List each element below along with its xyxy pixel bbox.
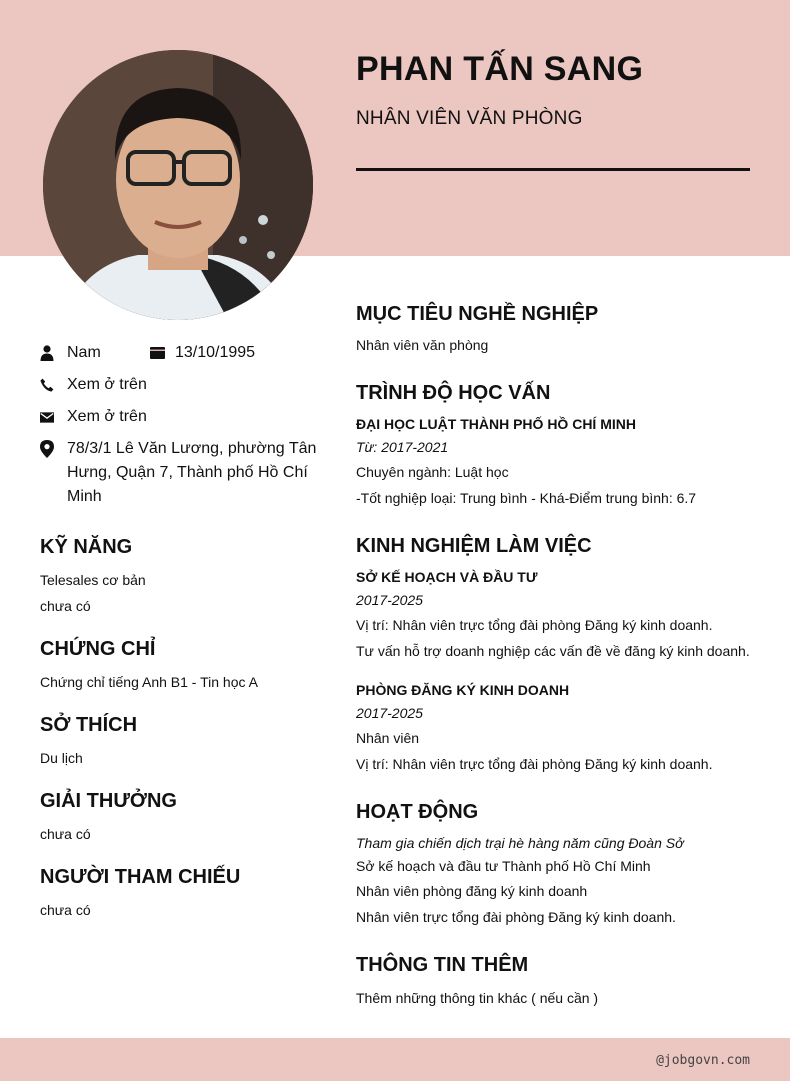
- objective-heading: MỤC TIÊU NGHỀ NGHIỆP: [356, 303, 599, 325]
- certificate-item: Chứng chỉ tiếng Anh B1 - Tin học A: [40, 674, 258, 690]
- education-school: ĐẠI HỌC LUẬT THÀNH PHỐ HỒ CHÍ MINH: [356, 416, 636, 432]
- education-grade: -Tốt nghiệp loại: Trung bình - Khá-Điểm trung bình: 6.7: [356, 490, 697, 506]
- email-value: Xem ở trên: [67, 408, 147, 425]
- reference-item: chưa có: [40, 902, 91, 918]
- hobbies-heading: SỞ THÍCH: [40, 714, 138, 736]
- email-row: [40, 405, 147, 429]
- calendar-icon: [150, 347, 165, 359]
- job-detail: Tư vấn hỗ trợ doanh nghiệp các vấn đề về đăng ký kinh doanh.: [356, 643, 750, 659]
- skill-item: chưa có: [40, 598, 91, 614]
- skills-heading: KỸ NĂNG: [40, 536, 133, 558]
- activity-title: Tham gia chiến dịch trại hè hàng năm cũng Đoàn Sở: [356, 835, 684, 851]
- hobby-item: Du lịch: [40, 750, 83, 766]
- certificates-heading: CHỨNG CHỈ: [40, 638, 156, 660]
- skill-item: Telesales cơ bản: [40, 572, 146, 588]
- job-detail: Vị trí: Nhân viên trực tổng đài phòng Đăng ký kinh doanh.: [356, 756, 713, 772]
- dob-value: 13/10/1995: [175, 344, 256, 361]
- address-line: Minh: [67, 488, 102, 505]
- phone-value: Xem ở trên: [67, 376, 147, 393]
- job-detail: Nhân viên: [356, 730, 420, 746]
- extra-info-text: Thêm những thông tin khác ( nếu cần ): [356, 990, 599, 1006]
- email-icon: [40, 405, 54, 429]
- experience-heading: KINH NGHIỆM LÀM VIỆC: [356, 535, 592, 557]
- references-heading: NGƯỜI THAM CHIẾU: [40, 866, 241, 888]
- award-item: chưa có: [40, 826, 91, 842]
- activities-heading: HOẠT ĐỘNG: [356, 801, 479, 823]
- address-row: [40, 437, 316, 509]
- footer-watermark: @jobgovn.com: [656, 1053, 750, 1068]
- phone-row: [40, 373, 147, 397]
- job-period: 2017-2025: [356, 592, 423, 608]
- candidate-name: PHAN TẤN SANG: [356, 50, 644, 88]
- address-line: 78/3/1 Lê Văn Lương, phường Tân: [67, 440, 317, 457]
- location-pin-icon: [40, 437, 54, 461]
- title-divider: [356, 168, 750, 171]
- education-heading: TRÌNH ĐỘ HỌC VẤN: [356, 382, 551, 404]
- activity-detail: Nhân viên trực tổng đài phòng Đăng ký kinh doanh.: [356, 909, 676, 925]
- activity-detail: Nhân viên phòng đăng ký kinh doanh: [356, 883, 588, 899]
- gender-row: [40, 341, 101, 365]
- awards-heading: GIẢI THƯỞNG: [40, 790, 177, 812]
- dob-row: [150, 341, 255, 365]
- job-org: PHÒNG ĐĂNG KÝ KINH DOANH: [356, 682, 570, 698]
- profile-photo: [43, 50, 313, 320]
- activity-detail: Sở kế hoạch và đầu tư Thành phố Hồ Chí Minh: [356, 858, 651, 874]
- address-value: [67, 437, 316, 509]
- address-line: Hưng, Quận 7, Thành phố Hồ Chí: [67, 464, 308, 481]
- person-icon: [40, 341, 54, 365]
- education-major: Chuyên ngành: Luật học: [356, 464, 509, 480]
- extra-info-heading: THÔNG TIN THÊM: [356, 954, 529, 976]
- job-detail: Vị trí: Nhân viên trực tổng đài phòng Đăng ký kinh doanh.: [356, 617, 713, 633]
- job-period: 2017-2025: [356, 705, 423, 721]
- gender-value: Nam: [67, 344, 101, 361]
- phone-icon: [40, 373, 54, 397]
- education-period: Từ: 2017-2021: [356, 439, 449, 455]
- job-org: SỞ KẾ HOẠCH VÀ ĐẦU TƯ: [356, 569, 538, 585]
- objective-text: Nhân viên văn phòng: [356, 337, 489, 353]
- candidate-title: NHÂN VIÊN VĂN PHÒNG: [356, 108, 583, 129]
